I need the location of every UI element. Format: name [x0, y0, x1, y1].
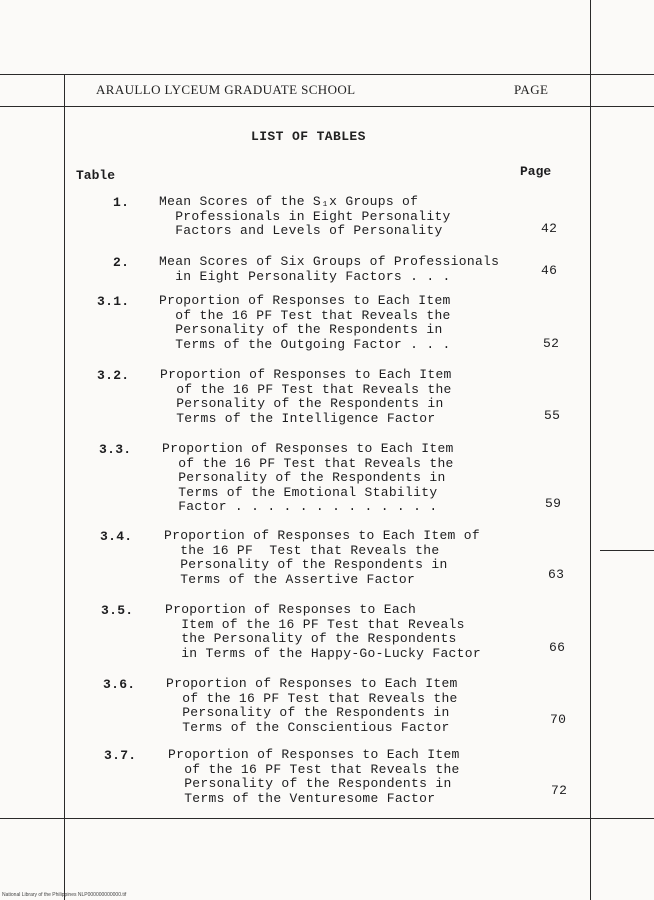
- entry-number: 3.1.: [97, 294, 130, 309]
- entry-page: 72: [551, 783, 568, 798]
- right-margin-rule: [590, 0, 591, 900]
- entry-page: 70: [550, 712, 567, 727]
- entry-number: 1.: [113, 195, 130, 210]
- entry-number: 2.: [113, 255, 130, 270]
- entry-page: 66: [549, 640, 566, 655]
- entry-page: 52: [543, 336, 560, 351]
- entry-page: 63: [548, 567, 565, 582]
- column-header-page: Page: [520, 164, 552, 179]
- entry-page: 55: [544, 408, 561, 423]
- entry-title: Mean Scores of Six Groups of Professionals in Eight Personality Factors . . .: [159, 254, 500, 284]
- entry-title: Proportion of Responses to Each Item of the 16 PF Test that Reveals the Personality of the Respondents in Terms of the Conscientious Factor: [166, 676, 458, 735]
- entry-page: 59: [545, 496, 562, 511]
- right-edge-tick: [600, 550, 654, 551]
- entry-number: 3.7.: [104, 748, 137, 763]
- left-margin-rule: [64, 74, 65, 900]
- entry-title: Mean Scores of the S₁x Groups of Professionals in Eight Personality Factors and Levels of Personality: [159, 194, 451, 238]
- entry-title: Proportion of Responses to Each Item of the 16 PF Test that Reveals the Personality of the Respondents in Terms of the Emotional Stability Factor . . . . . . . . . . . . .: [162, 441, 454, 514]
- entry-title: Proportion of Responses to Each Item of the 16 PF Test that Reveals the Personality of the Respondents in Terms of the Happy-Go-Lucky Factor: [165, 602, 481, 661]
- entry-title: Proportion of Responses to Each Item of the 16 PF Test that Reveals the Personality of the Respondents in Terms of the Venturesome Factor: [168, 747, 460, 806]
- entry-number: 3.2.: [97, 368, 130, 383]
- entry-number: 3.4.: [100, 529, 133, 544]
- entry-title: Proportion of Responses to Each Item of the 16 PF Test that Reveals the Personality of the Respondents in Terms of the Outgoing Factor . . .: [159, 293, 451, 352]
- entry-title: Proportion of Responses to Each Item of the 16 PF Test that Reveals the Personality of the Respondents in Terms of the Assertive Factor: [164, 528, 480, 587]
- entry-number: 3.3.: [99, 442, 132, 457]
- header-top-rule: [0, 74, 654, 75]
- column-header-table: Table: [76, 168, 116, 183]
- scan-footer-note: National Library of the Philippines NLP000000000000.tif: [2, 892, 127, 898]
- header-bottom-rule: [0, 106, 654, 107]
- page-label-header: PAGE: [514, 82, 549, 97]
- entry-number: 3.6.: [103, 677, 136, 692]
- entry-number: 3.5.: [101, 603, 134, 618]
- footer-rule: [0, 818, 654, 819]
- entry-page: 46: [541, 263, 558, 278]
- page-title: LIST OF TABLES: [251, 129, 366, 144]
- entry-page: 42: [541, 221, 558, 236]
- entry-title: Proportion of Responses to Each Item of the 16 PF Test that Reveals the Personality of the Respondents in Terms of the Intelligence Factor: [160, 367, 452, 426]
- school-name-header: ARAULLO LYCEUM GRADUATE SCHOOL: [96, 82, 356, 97]
